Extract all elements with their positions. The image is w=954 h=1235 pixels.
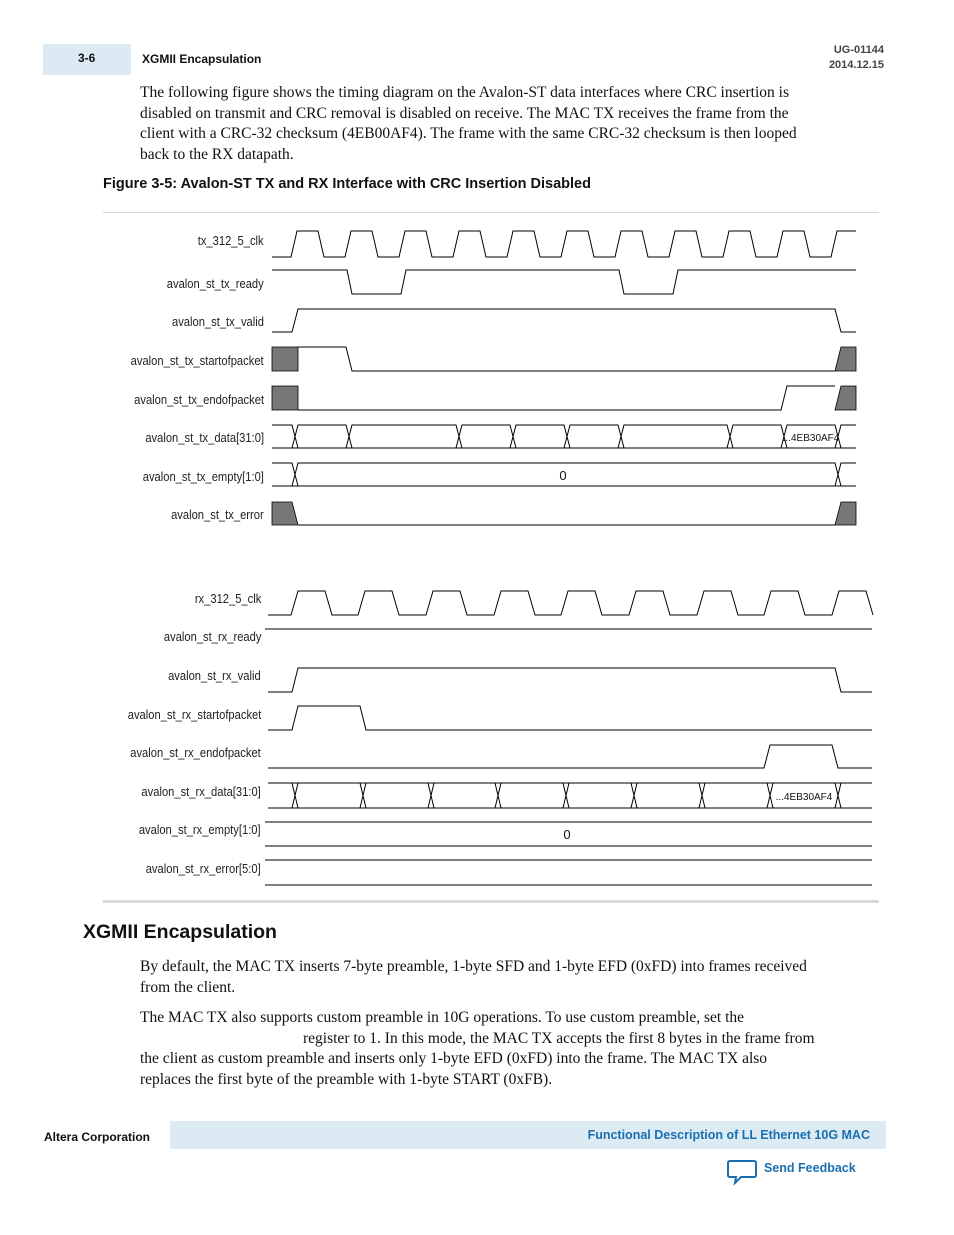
rx-sop-wave <box>268 706 872 730</box>
signal-label: avalon_st_tx_error <box>171 507 264 522</box>
paragraph-line: register to 1. In this mode, the MAC TX accepts the first 8 bytes in the frame from <box>303 1029 815 1047</box>
paragraph-line: the client as custom preamble and inserts only 1-byte EFD (0xFD) into the frame. The MAC TX also <box>140 1050 768 1068</box>
signal-label: avalon_st_tx_empty[1:0] <box>142 469 264 484</box>
rx-eop-wave <box>268 745 872 768</box>
tx-eop-dontcare-start <box>272 386 298 410</box>
signal-label: avalon_st_tx_startofpacket <box>130 353 264 368</box>
signal-label: rx_312_5_clk <box>194 591 261 606</box>
tx-clock-wave <box>272 231 856 257</box>
signal-label: avalon_st_tx_endofpacket <box>134 392 264 407</box>
tx-valid-wave <box>272 309 856 332</box>
paragraph-line: By default, the MAC TX inserts 7-byte preamble, 1-byte SFD and 1-byte EFD (0xFD) into frames received <box>140 958 807 975</box>
tx-sop-dontcare-end <box>835 347 856 371</box>
tx-error-dontcare-end <box>835 502 856 525</box>
rx-clock-wave <box>268 591 873 615</box>
signal-label: tx_312_5_clk <box>198 233 264 248</box>
signal-label: avalon_st_tx_ready <box>167 276 264 291</box>
signal-label: avalon_st_rx_ready <box>163 629 261 644</box>
section-paragraph-2 <box>140 1008 868 1090</box>
figure-caption: Figure 3-5: Avalon-ST TX and RX Interface with CRC Insertion Disabled <box>103 176 591 192</box>
header-section-title: XGMII Encapsulation <box>142 52 262 66</box>
tx-ready-wave <box>272 270 856 294</box>
section-paragraph-1 <box>140 957 868 998</box>
signal-label: avalon_st_tx_data[31:0] <box>145 430 264 445</box>
rx-valid-wave <box>268 668 872 692</box>
paragraph-line: The MAC TX also supports custom preamble in 10G operations. To use custom preamble, set the <box>140 1009 745 1026</box>
signal-label: avalon_st_rx_startofpacket <box>127 707 261 722</box>
footer-company: Altera Corporation <box>44 1130 151 1144</box>
rx-error-wave <box>265 860 872 885</box>
tx-empty-value: 0 <box>559 468 567 483</box>
doc-id: UG-01144 <box>833 44 884 56</box>
intro-line: client with a CRC-32 checksum (4EB00AF4). The frame with the same CRC-32 checksum is then looped <box>140 125 797 143</box>
intro-line: The following figure shows the timing diagram on the Avalon-ST data interfaces where CRC insertion is <box>140 84 790 101</box>
tx-sop-wave <box>298 347 835 371</box>
figure-bottom-rule <box>103 900 879 903</box>
intro-line: disabled on transmit and CRC removal is disabled on receive. The MAC TX receives the frame from the <box>140 104 789 122</box>
tx-eop-wave <box>298 386 835 410</box>
tx-eop-dontcare-end <box>835 386 856 410</box>
signal-label: avalon_st_rx_error[5:0] <box>146 861 261 876</box>
feedback-icon[interactable] <box>727 1158 757 1186</box>
tx-sop-dontcare-start <box>272 347 298 371</box>
signal-label: avalon_st_tx_valid <box>172 314 264 329</box>
tx-data-last-value: ...4EB30AF4 <box>782 433 840 444</box>
footer-chapter-link[interactable]: Functional Description of LL Ethernet 10G MAC <box>587 1128 870 1142</box>
tx-error-dontcare-start <box>272 502 298 525</box>
doc-date: 2014.12.15 <box>828 59 884 71</box>
rx-data-last-value: ...4EB30AF4 <box>775 792 833 803</box>
intro-line: back to the RX datapath. <box>140 145 294 163</box>
rx-empty-value: 0 <box>563 827 571 842</box>
paragraph-line: replaces the first byte of the preamble with 1-byte START (0xFB). <box>140 1070 553 1088</box>
section-title: XGMII Encapsulation <box>83 921 277 943</box>
send-feedback-link[interactable]: Send Feedback <box>764 1161 856 1175</box>
signal-label: avalon_st_rx_empty[1:0] <box>139 822 261 837</box>
page-number: 3-6 <box>78 51 96 65</box>
paragraph-line: from the client. <box>140 978 236 996</box>
signal-label: avalon_st_rx_valid <box>168 668 261 683</box>
signal-label: avalon_st_rx_data[31:0] <box>141 784 261 799</box>
signal-label: avalon_st_rx_endofpacket <box>130 745 261 760</box>
tx-data-bus <box>272 425 856 448</box>
